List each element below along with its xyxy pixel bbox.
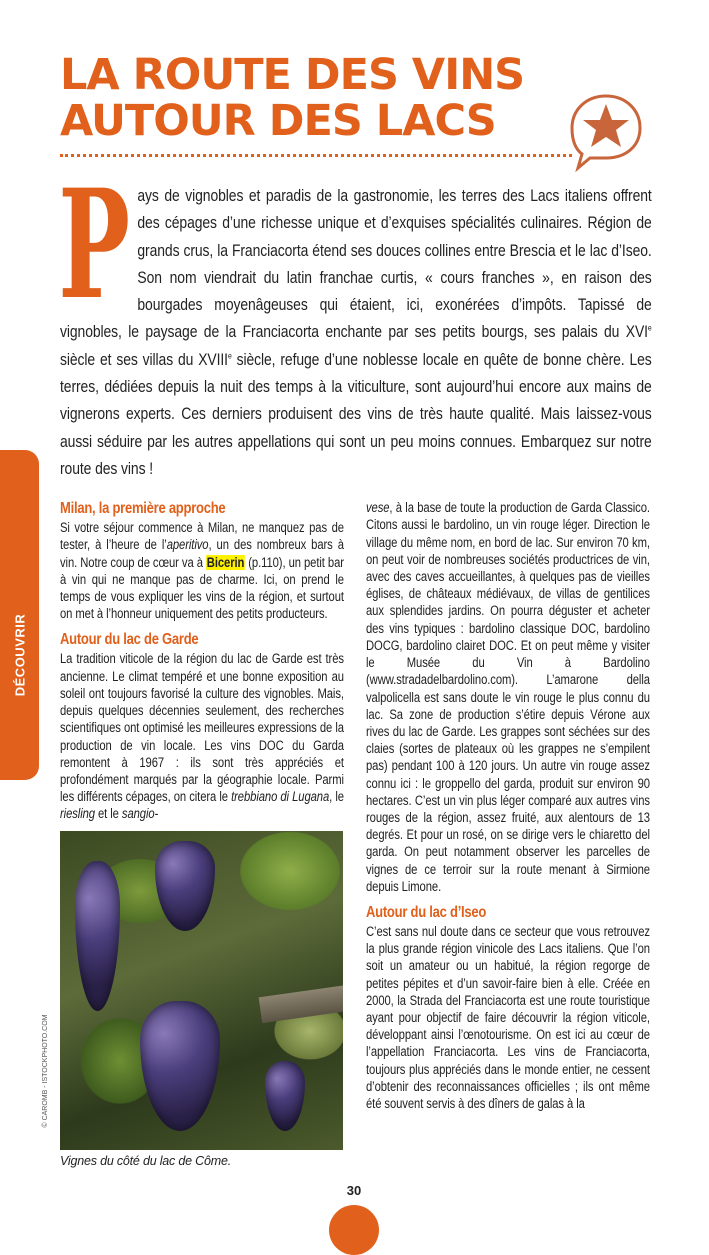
section-body-garde-cont [366,499,650,895]
dotted-divider [60,154,572,157]
section-tab[interactable] [0,450,39,780]
italic-term: riesling [60,806,95,822]
drop-cap-box [58,157,131,333]
italic-term: aperitivo [166,537,209,553]
intro-box [58,157,652,483]
photo-figure [42,831,344,1169]
italic-term: vese [366,500,390,516]
page-tab-marker [329,1205,379,1255]
left-column-text [60,499,344,822]
superscript: e [227,351,232,361]
photo-caption: Vignes du côté du lac de Côme. [60,1153,231,1168]
columns [42,499,650,1168]
text: et le [94,806,122,822]
text: La tradition viticole de la région du lac de Garde est très ancienne. Le climat tempéré et une bonne exposition au soleil ont toujours favorisé la culture des vignobles. Mais, depuis quelques décennies seulement, des recherches scientifiques ont optimisé les meilleures expressions de la production de vin locale. Les vins DOC du Garda remontent à 1967 : ils sont très appréciés et profondément marqués par la géographie locale. Parmi les différents cépages, on citera le [60,651,344,805]
page-number: 30 [346,1182,362,1198]
page-content [42,157,652,1239]
italic-term: sangio- [121,806,159,822]
grape-cluster [75,861,120,1011]
page-title [60,52,524,144]
right-column-text [366,499,650,1112]
text: Si votre séjour commence à Milan, ne manquez pas de tester, à l’heure de l’ [60,520,344,553]
title-line-2: AUTOUR DES LACS [60,96,496,146]
section-tab-label: DÉCOUVRIR [12,613,27,697]
text: , le [329,789,344,805]
section-heading-milan: Milan, la première approche [60,500,226,518]
text: (p.110), un petit bar à vin qui ne manque pas de charme. Ici, on prend le temps de vous expliquer les vins de la région, et surtout on met à l’honneur uniquement des petits producteurs. [60,554,344,622]
text: , à la base de toute la production de Garda Classico. Citons aussi le bardolino, un vin rouge léger. Direction le village du même nom, en bord de lac. Sur environ 70 km, on peut voir de nombreuses sociétés productrices de vin, avec des caves accueillantes, à quelques pas de vieilles églises, de châteaux médiévaux, de villas de gentilices aux splendides jardins. On pourra déguster et acheter des vins typiques : bardolino classique DOC, bardolino DOCG, bardolino clairet DOC. Et on peut même y visiter le Musée du Vin à Bardolino (www.stradadelbardolino.com). L’amarone della valpolicella est sans doute le vin rouge le plus connu du lac. Sa zone de production s’étire depuis Vérone aux rives du lac de Garde. Les grappes sont séchées sur des claies (sortes de plateaux où les grappes ne s’empilent pas) pendant 100 à 120 jours. Un autre vin rouge assez connu ici : le groppello del garda, produit sur environ 90 hectares. C’est un vin plus léger comparé aux autres vins rouges de la région, assez fruité, aux alentours de 13 degrés. Et pour un rosé, on se dirige vers le chiaretto del garda. On peut notamment observer les parcelles de vignes de ce terroir sur la route menant à Sirmione depuis Limone. [366,500,650,894]
superscript: e [647,324,652,334]
text: , un des nombreux bars à vin. Notre coup de cœur va à [60,537,344,570]
section-heading-iseo: Autour du lac d’Iseo [366,903,487,921]
section-body-garde-start [60,650,344,822]
photo-credit-text: © CAROMB - ISTOCKPHOTO.COM [42,1014,50,1128]
section-heading-garde: Autour du lac de Garde [60,631,199,649]
star-speech-bubble-icon [568,92,644,172]
grape-cluster [140,1001,220,1131]
grape-cluster [265,1061,305,1131]
grape-cluster [155,841,215,931]
drop-cap: P [58,157,131,333]
wooden-post [259,984,343,1022]
section-body-milan [60,519,344,622]
intro-paragraph [58,157,652,483]
intro-text: siècle et ses villas du XVIII [60,350,228,369]
intro-text: siècle, refuge d’une noblesse locale en quête de bonne chère. Les terres, dédiées depuis la nuit des temps à la viticulture, sont aujourd’hui encore aux mains de vignerons experts. Ces derniers produisent des vins de très haute qualité. Mais laissez-vous aussi séduire par les autres appellations qui sont un peu moins connues. Embarquez sur notre route des vins ! [60,350,652,478]
highlighted-venue: Bicerin [206,554,245,570]
intro-text: ays de vignobles et paradis de la gastronomie, les terres des Lacs italiens offrent des cépages d’une richesse unique et d’exquises spécialités culinaires. Région de grands crus, la Franciacorta étend ses douces collines entre Brescia et le lac d’Iseo. Son nom viendrait du latin franchae curtis, « cours franches », en raison des bourgades moyenâgeuses qui étaient, ici, exonérées d’impôts. Tapissé de vignobles, le paysage de la Franciacorta enchante par ses petits bourgs, ses palais du XVI [60,187,652,342]
italic-term: trebbiano di Lugana [231,789,330,805]
left-column [42,499,344,1168]
right-column [366,499,650,1168]
vineyard-grapes-photo [60,831,343,1150]
photo-credit [40,1011,50,1131]
section-body-iseo: C’est sans nul doute dans ce secteur que vous retrouvez la plus grande région vinicole des Lacs italiens. Que l’on soit un amateur ou un habitué, la région regorge de petites pépites et d’un savoir-faire bien à elle. Créée en 2000, la Strada del Franciacorta est une route touristique ayant pour objectif de faire découvrir la région viticole, développant ainsi l’œnotourisme. On est ici au cœur de l’appellation Franciacorta. Les vins de Franciacorta, toujours plus appréciés dans le monde entier, ne cessent d’obtenir des reconnaissances officielles ; ils ont même été souvent servis à des dîners de galas à la [366,923,650,1111]
title-line-1: LA ROUTE DES VINS [60,50,525,100]
